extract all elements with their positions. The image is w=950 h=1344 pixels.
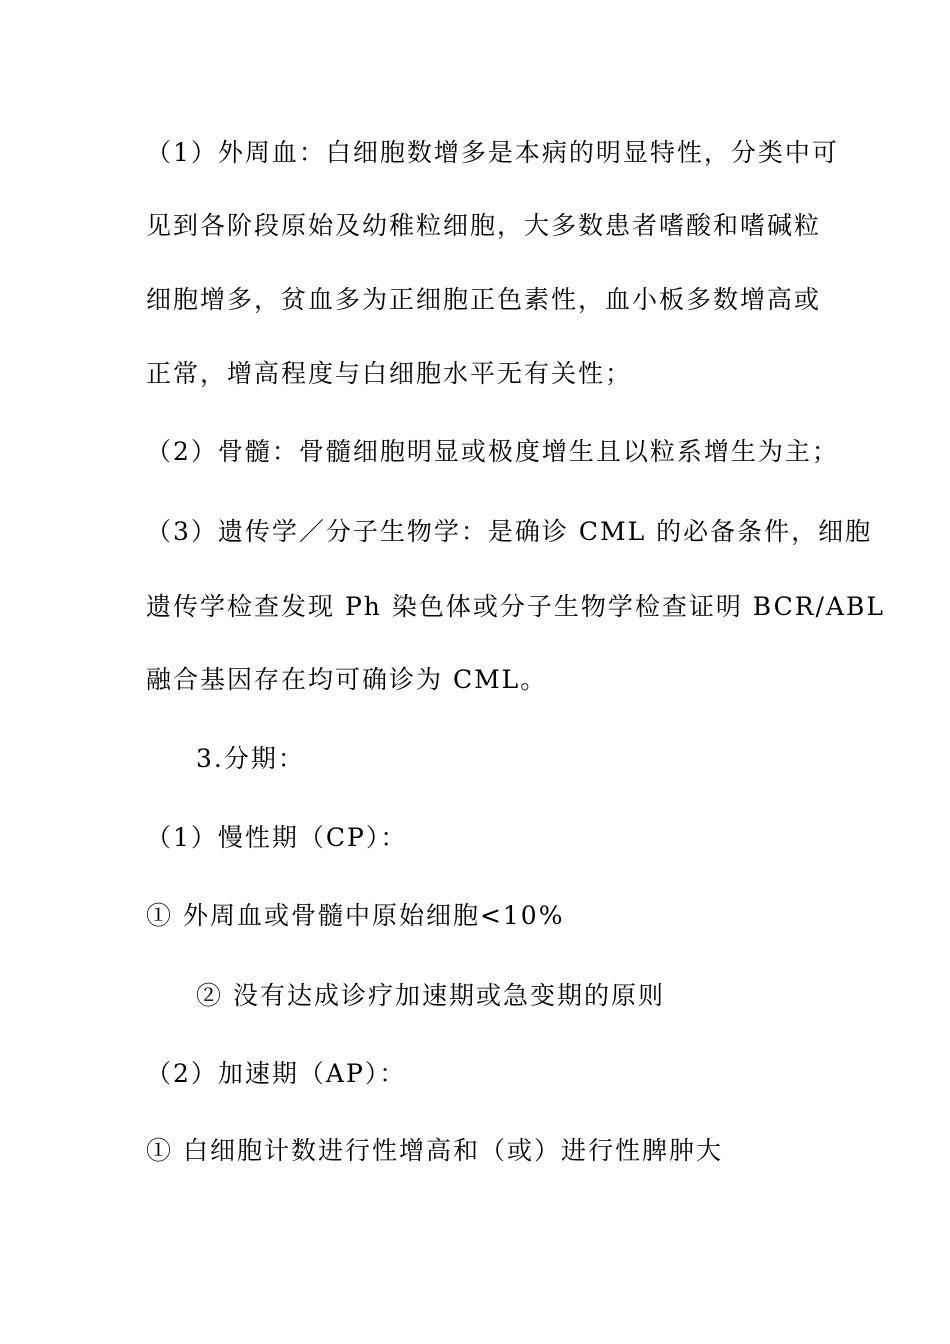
paragraph-peripheral-blood-line-3: 细胞增多，贫血多为正细胞正色素性，血小板多数增高或 xyxy=(146,285,822,314)
paragraph-genetics-line-2: 遗传学检查发现 Ph 染色体或分子生物学检查证明 BCR/ABL xyxy=(146,592,886,621)
list-item-ap-1: ① 白细胞计数进行性增高和（或）进行性脾肿大 xyxy=(146,1136,723,1165)
paragraph-peripheral-blood-line-2: 见到各阶段原始及幼稚粒细胞，大多数患者嗜酸和嗜碱粒 xyxy=(146,211,822,240)
paragraph-bone-marrow: （2）骨髓：骨髓细胞明显或极度增生且以粒系增生为主； xyxy=(146,437,839,466)
paragraph-peripheral-blood-line-4: 正常，增高程度与白细胞水平无有关性； xyxy=(146,359,633,388)
paragraph-peripheral-blood-line-1: （1）外周血：白细胞数增多是本病的明显特性，分类中可 xyxy=(146,138,839,167)
section-heading-staging: 3.分期： xyxy=(196,744,305,773)
subheading-accelerated-phase: （2）加速期（AP）： xyxy=(146,1059,407,1088)
paragraph-genetics-line-1: （3）遗传学／分子生物学：是确诊 CML 的必备条件，细胞 xyxy=(146,517,873,546)
list-item-cp-2: ② 没有达成诊疗加速期或急变期的原则 xyxy=(196,981,665,1010)
subheading-chronic-phase: （1）慢性期（CP）： xyxy=(146,823,408,852)
list-item-cp-1: ① 外周血或骨髓中原始细胞<10% xyxy=(146,901,565,930)
paragraph-genetics-line-3: 融合基因存在均可确诊为 CML。 xyxy=(146,665,548,694)
